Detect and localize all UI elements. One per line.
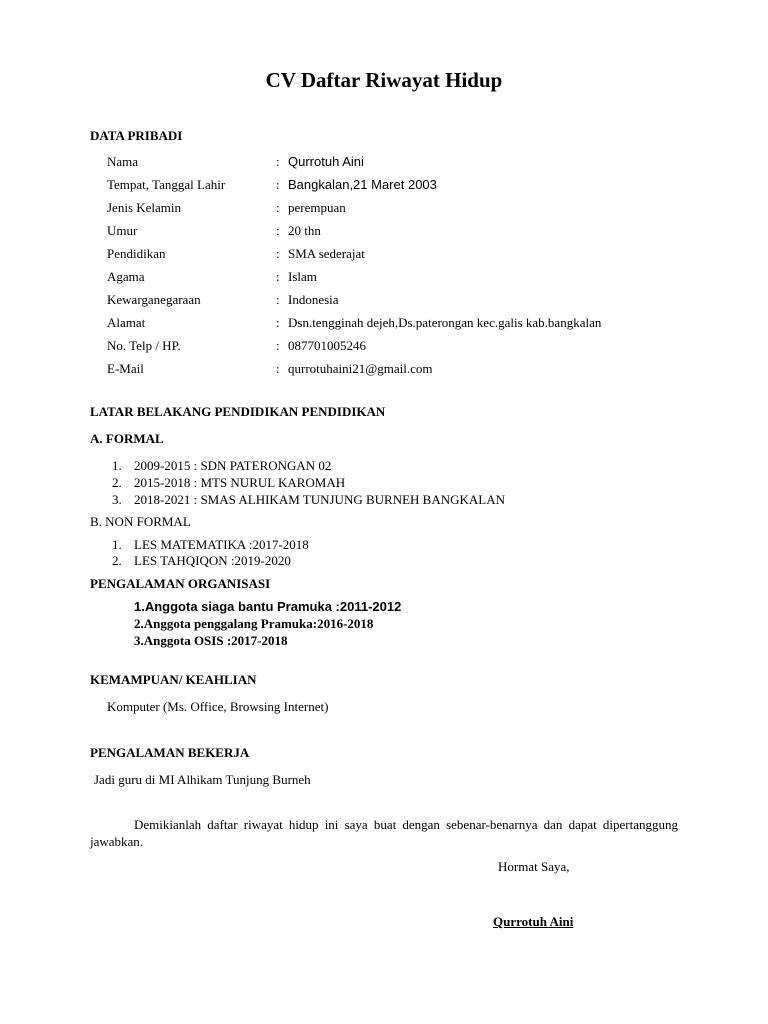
list-item [112,537,309,553]
section-heading-pendidikan: LATAR BELAKANG PENDIDIKAN PENDIDIKAN [90,404,386,419]
personal-value: qurrotuhaini21@gmail.com [288,361,433,376]
closing-paragraph: Demikianlah daftar riwayat hidup ini saya buat dengan sebenar-benarnya dan dapat dipertanggung jawabkan. [90,817,678,849]
section-heading-organisasi: PENGALAMAN ORGANISASI [90,576,271,591]
work-experience-text: Jadi guru di MI Alhikam Tunjung Burneh [94,772,311,787]
list-item: 2.Anggota penggalang Pramuka:2016-2018 [134,616,374,631]
list-text: 2015-2018 : MTS NURUL KAROMAH [134,475,346,490]
list-item: 3.Anggota OSIS :2017-2018 [134,633,288,648]
personal-value: Islam [288,269,317,284]
separator: : [276,292,280,307]
personal-key: Agama [107,269,145,284]
subheading-formal: A. FORMAL [90,431,164,446]
separator: : [276,246,280,261]
section-heading-kemampuan: KEMAMPUAN/ KEAHLIAN [90,672,257,687]
list-number: 1. [112,458,122,473]
personal-value: Bangkalan,21 Maret 2003 [288,177,437,192]
list-text: LES MATEMATIKA :2017-2018 [134,537,309,552]
personal-key: Tempat, Tanggal Lahir [107,177,226,192]
subheading-nonformal: B. NON FORMAL [90,514,191,529]
personal-key: Nama [107,154,139,169]
regards-text: Hormat Saya, [498,859,570,874]
separator: : [276,315,280,330]
list-number: 2. [112,553,122,568]
personal-value: Dsn.tengginah dejeh,Ds.paterongan kec.galis kab.bangkalan [288,315,602,330]
list-number: 2. [112,475,122,490]
separator: : [276,269,280,284]
personal-key: Alamat [107,315,146,330]
separator: : [276,361,280,376]
list-text: LES TAHQIQON :2019-2020 [134,553,291,568]
list-text: 2018-2021 : SMAS ALHIKAM TUNJUNG BURNEH BANGKALAN [134,492,505,507]
list-number: 3. [112,492,122,507]
list-item [112,553,291,569]
section-heading-data-pribadi: DATA PRIBADI [90,128,183,143]
list-item [112,492,505,508]
section-heading-bekerja: PENGALAMAN BEKERJA [90,745,250,760]
personal-key: No. Telp / HP. [107,338,181,353]
personal-value: perempuan [288,200,346,215]
personal-key: Kewarganegaraan [107,292,201,307]
separator: : [276,338,280,353]
separator: : [276,223,280,238]
personal-key: E-Mail [107,361,144,376]
list-item: 1.Anggota siaga bantu Pramuka :2011-2012 [134,599,402,614]
personal-key: Pendidikan [107,246,166,261]
personal-value: 20 thn [288,223,321,238]
list-text: 2009-2015 : SDN PATERONGAN 02 [134,458,332,473]
list-item [112,475,345,491]
personal-value: 087701005246 [288,338,366,353]
signature-name: Qurrotuh Aini [493,914,574,929]
document-title: CV Daftar Riwayat Hidup [265,68,503,92]
personal-value: Indonesia [288,292,339,307]
list-number: 1. [112,537,122,552]
personal-value: Qurrotuh Aini [288,154,364,169]
separator: : [276,177,280,192]
separator: : [276,154,280,169]
separator: : [276,200,280,215]
personal-key: Jenis Kelamin [107,200,182,215]
skills-text: Komputer (Ms. Office, Browsing Internet) [107,699,329,714]
personal-value: SMA sederajat [288,246,365,261]
list-item [112,458,331,474]
personal-key: Umur [107,223,138,238]
